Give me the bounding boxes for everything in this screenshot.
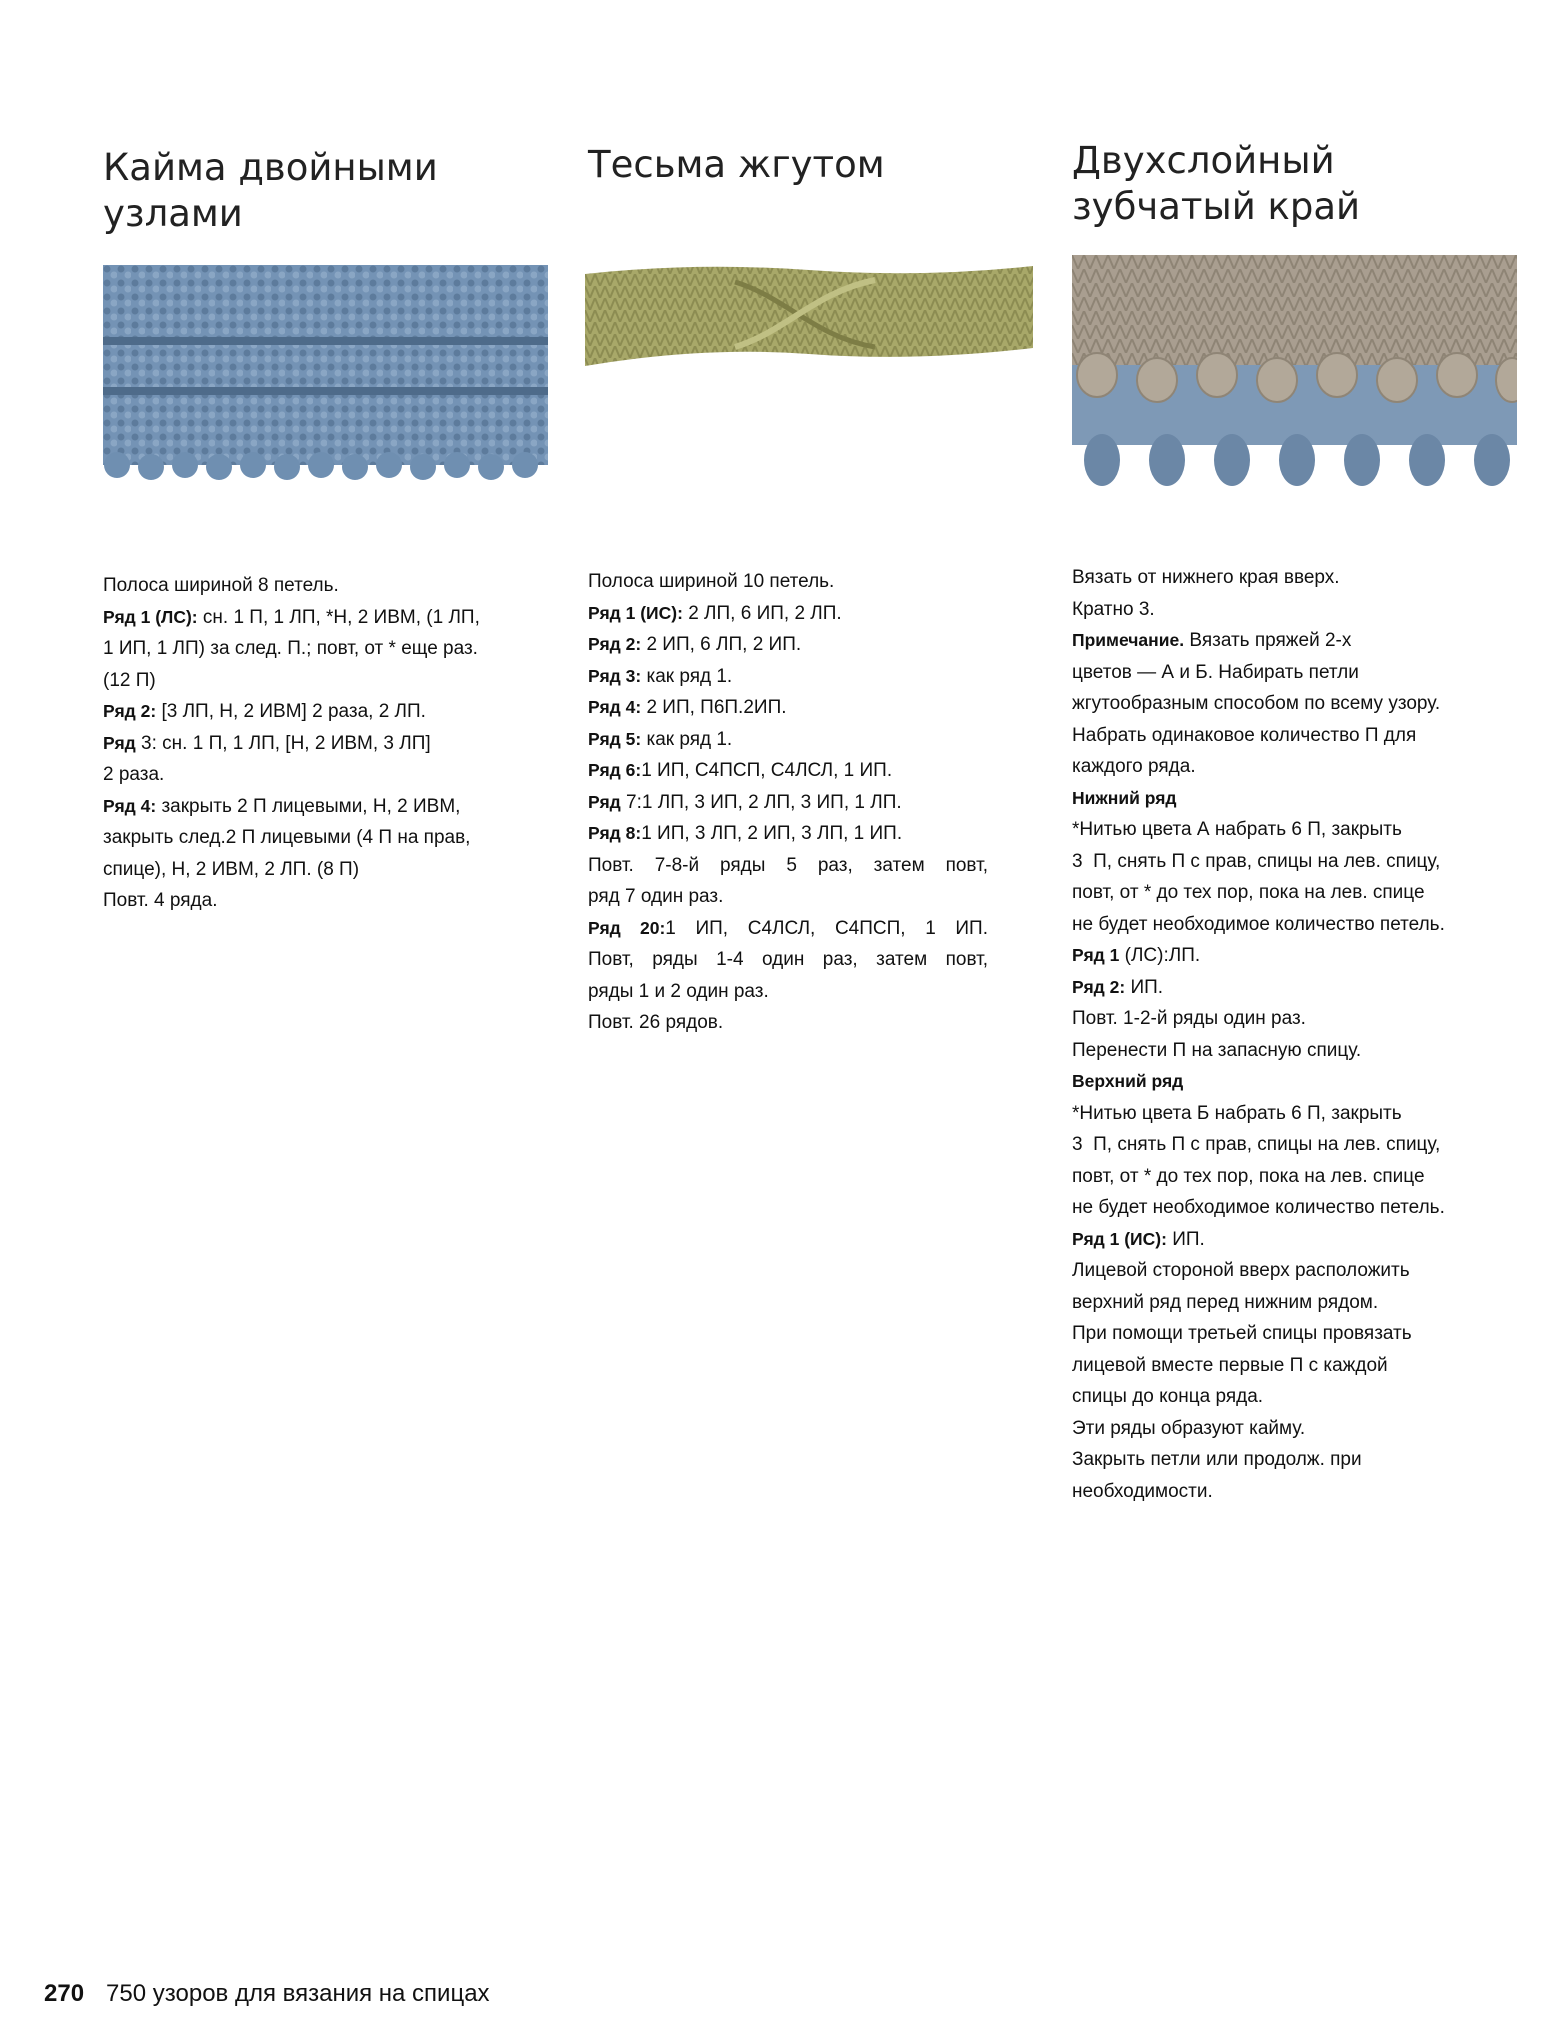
- row-label: Ряд 1 (ИС):: [588, 602, 683, 623]
- instruction-text: Вязать пряжей 2-х: [1184, 630, 1352, 651]
- row-label: Ряд 3:: [588, 665, 642, 686]
- row-label: Ряд 2:: [588, 634, 642, 654]
- row-label: Ряд 1 (ИС):: [1072, 1228, 1167, 1249]
- instruction-line: [1072, 688, 1512, 720]
- instruction-text: При помощи третьей спицы провязать: [1072, 1323, 1412, 1344]
- instruction-line: [1072, 720, 1512, 752]
- knitted-swatch-image: [585, 262, 1033, 380]
- instruction-text: Лицевой стороной вверх расположить: [1072, 1260, 1410, 1281]
- instruction-text: 2 ИП, 6 ЛП, 2 ИП.: [641, 634, 802, 655]
- title-line: узлами: [103, 192, 243, 235]
- pattern-instructions: [588, 566, 988, 1039]
- instruction-line: [1072, 1098, 1512, 1130]
- pattern-title: [1072, 138, 1360, 230]
- instruction-text: не будет необходимое количество петель.: [1072, 1197, 1445, 1218]
- instruction-text: Кратно 3.: [1072, 598, 1155, 620]
- instruction-line: [1072, 972, 1512, 1004]
- instruction-text: (ЛС):ЛП.: [1119, 945, 1201, 966]
- instruction-text: Закрыть петли или продолж. при: [1072, 1449, 1362, 1470]
- instruction-line: [588, 661, 988, 693]
- instruction-line: [103, 665, 533, 697]
- instruction-text: 3 П, снять П с прав, спицы на лев. спицу,: [1072, 1134, 1441, 1155]
- instruction-line: [103, 791, 533, 823]
- instruction-text: каждого ряда.: [1072, 756, 1196, 777]
- instruction-text: [3 ЛП, Н, 2 ИВМ] 2 раза, 2 ЛП.: [156, 701, 426, 722]
- row-label: Ряд 6:: [588, 760, 642, 780]
- book-title: 750 узоров для вязания на спицах: [106, 1980, 490, 2007]
- row-label: Ряд 8:: [588, 823, 642, 843]
- instruction-line: [1072, 877, 1512, 909]
- row-label: Ряд: [588, 791, 621, 812]
- instruction-text: необходимости.: [1072, 1480, 1213, 1502]
- instruction-line: [1072, 846, 1512, 878]
- instruction-line: [588, 724, 988, 756]
- instruction-line: [103, 602, 533, 634]
- instruction-line: [588, 818, 988, 850]
- row-label: Верхний ряд: [1072, 1071, 1184, 1091]
- instruction-text: спице), Н, 2 ИВМ, 2 ЛП. (8 П): [103, 858, 360, 880]
- row-label: Нижний ряд: [1072, 787, 1177, 808]
- knitted-swatch-image: [103, 265, 548, 487]
- instruction-text: Вязать от нижнего края вверх.: [1072, 567, 1340, 588]
- instruction-line: [103, 570, 533, 602]
- instruction-line: [588, 913, 988, 945]
- instruction-line: [588, 881, 988, 913]
- instruction-text: ряды 1 и 2 один раз.: [588, 980, 769, 1002]
- instruction-text: Повт. 1-2-й ряды один раз.: [1072, 1008, 1306, 1029]
- instruction-line: [1072, 1287, 1512, 1319]
- pattern-title: [588, 142, 885, 188]
- instruction-text: 1 ИП, С4ЛСЛ, С4ПСП, 1 ИП.: [665, 917, 988, 939]
- instruction-line: [1072, 814, 1512, 846]
- row-label: Ряд 1 (ЛС):: [103, 606, 198, 627]
- instruction-line: [103, 854, 533, 886]
- row-label: Ряд 20:: [588, 917, 666, 938]
- instruction-line: [588, 598, 988, 630]
- title-line: Двухслойный: [1072, 139, 1335, 182]
- instruction-text: не будет необходимое количество петель.: [1072, 913, 1445, 935]
- instruction-text: Повт. 7-8-й ряды 5 раз, затем повт,: [588, 854, 988, 876]
- instruction-line: [103, 822, 533, 854]
- instruction-line: [1072, 1035, 1512, 1067]
- row-label: Ряд: [103, 732, 136, 753]
- instruction-line: [1072, 594, 1512, 626]
- instruction-text: Повт. 4 ряда.: [103, 890, 218, 911]
- instruction-text: 1 ИП, С4ПСП, С4ЛСЛ, 1 ИП.: [641, 760, 893, 781]
- row-label: Примечание.: [1072, 630, 1185, 650]
- instruction-line: [103, 885, 533, 917]
- instruction-text: повт, от * до тех пор, пока на лев. спице: [1072, 1165, 1425, 1187]
- instruction-text: 2 раза.: [103, 764, 165, 785]
- row-label: Ряд 2:: [1072, 976, 1126, 997]
- row-label: Ряд 5:: [588, 728, 642, 749]
- instruction-text: 1 ИП, 1 ЛП) за след. П.; повт, от * еще раз.: [103, 638, 478, 659]
- instruction-line: [1072, 940, 1512, 972]
- page-number: 270: [44, 1980, 85, 2007]
- instruction-line: [1072, 1318, 1512, 1350]
- instruction-text: Эти ряды образуют кайму.: [1072, 1417, 1306, 1439]
- row-label: Ряд 1: [1072, 945, 1120, 965]
- instruction-text: жгутообразным способом по всему узору.: [1072, 693, 1441, 714]
- instruction-text: Перенести П на запасную спицу.: [1072, 1039, 1362, 1061]
- instruction-text: 7:1 ЛП, 3 ИП, 2 ЛП, 3 ИП, 1 ЛП.: [620, 791, 902, 813]
- title-line: зубчатый край: [1072, 185, 1361, 228]
- pattern-title: [103, 145, 438, 237]
- instruction-text: Повт, ряды 1-4 один раз, затем повт,: [588, 949, 988, 970]
- instruction-text: *Нитью цвета Б набрать 6 П, закрыть: [1072, 1102, 1402, 1124]
- instruction-text: как ряд 1.: [641, 728, 733, 750]
- instruction-line: [588, 629, 988, 661]
- instruction-line: [1072, 1413, 1512, 1445]
- instruction-text: сн. 1 П, 1 ЛП, *Н, 2 ИВМ, (1 ЛП,: [197, 606, 480, 628]
- instruction-line: [103, 728, 533, 760]
- instruction-text: Повт. 26 рядов.: [588, 1012, 724, 1033]
- instruction-text: закрыть 2 П лицевыми, Н, 2 ИВМ,: [156, 795, 461, 817]
- instruction-text: закрыть след.2 П лицевыми (4 П на прав,: [103, 827, 471, 848]
- instruction-text: ряд 7 один раз.: [588, 886, 724, 907]
- instruction-text: верхний ряд перед нижним рядом.: [1072, 1291, 1379, 1313]
- instruction-text: спицы до конца ряда.: [1072, 1386, 1264, 1407]
- instruction-text: цветов — А и Б. Набирать петли: [1072, 661, 1359, 683]
- instruction-text: 2 ИП, П6П.2ИП.: [641, 697, 787, 718]
- instruction-text: *Нитью цвета А набрать 6 П, закрыть: [1072, 819, 1402, 840]
- pattern-instructions: [103, 570, 533, 917]
- instruction-line: [588, 1007, 988, 1039]
- instruction-line: [1072, 1129, 1512, 1161]
- instruction-text: 3: сн. 1 П, 1 ЛП, [Н, 2 ИВМ, 3 ЛП]: [135, 732, 431, 754]
- instruction-line: [588, 755, 988, 787]
- instruction-line: [588, 976, 988, 1008]
- instruction-text: (12 П): [103, 669, 156, 691]
- title-line: Тесьма жгутом: [588, 143, 885, 186]
- instruction-text: Полоса шириной 10 петель.: [588, 571, 835, 592]
- instruction-line: [1072, 1255, 1512, 1287]
- instruction-line: [103, 633, 533, 665]
- instruction-line: [1072, 1444, 1512, 1476]
- instruction-text: Полоса шириной 8 петель.: [103, 575, 339, 596]
- instruction-text: 3 П, снять П с прав, спицы на лев. спицу,: [1072, 850, 1441, 872]
- instruction-line: [1072, 783, 1512, 815]
- instruction-text: лицевой вместе первые П с каждой: [1072, 1354, 1388, 1376]
- instruction-line: [588, 944, 988, 976]
- instruction-text: ИП.: [1166, 1228, 1205, 1250]
- instruction-line: [1072, 1192, 1512, 1224]
- instruction-line: [1072, 562, 1512, 594]
- instruction-line: [1072, 1381, 1512, 1413]
- instruction-line: [1072, 625, 1512, 657]
- row-label: Ряд 4:: [103, 795, 157, 816]
- instruction-line: [103, 696, 533, 728]
- instruction-line: [1072, 1003, 1512, 1035]
- instruction-line: [1072, 1161, 1512, 1193]
- instruction-line: [588, 566, 988, 598]
- instruction-text: 2 ЛП, 6 ИП, 2 ЛП.: [682, 602, 842, 624]
- instruction-line: [1072, 1066, 1512, 1098]
- instruction-line: [1072, 751, 1512, 783]
- row-label: Ряд 4:: [588, 697, 642, 717]
- instruction-line: [1072, 1224, 1512, 1256]
- instruction-text: ИП.: [1125, 976, 1164, 998]
- pattern-instructions: [1072, 562, 1512, 1507]
- instruction-line: [588, 850, 988, 882]
- instruction-text: 1 ИП, 3 ЛП, 2 ИП, 3 ЛП, 1 ИП.: [641, 823, 903, 844]
- instruction-line: [1072, 657, 1512, 689]
- instruction-line: [588, 692, 988, 724]
- instruction-text: Набрать одинаковое количество П для: [1072, 724, 1417, 746]
- instruction-text: как ряд 1.: [641, 665, 733, 687]
- instruction-line: [588, 787, 988, 819]
- instruction-line: [1072, 1476, 1512, 1508]
- instruction-line: [103, 759, 533, 791]
- instruction-text: повт, от * до тех пор, пока на лев. спице: [1072, 882, 1425, 903]
- page-footer: [44, 1980, 490, 2008]
- title-line: Кайма двойными: [103, 146, 438, 189]
- instruction-line: [1072, 1350, 1512, 1382]
- instruction-line: [1072, 909, 1512, 941]
- row-label: Ряд 2:: [103, 701, 157, 721]
- knitted-swatch-image: [1072, 255, 1517, 515]
